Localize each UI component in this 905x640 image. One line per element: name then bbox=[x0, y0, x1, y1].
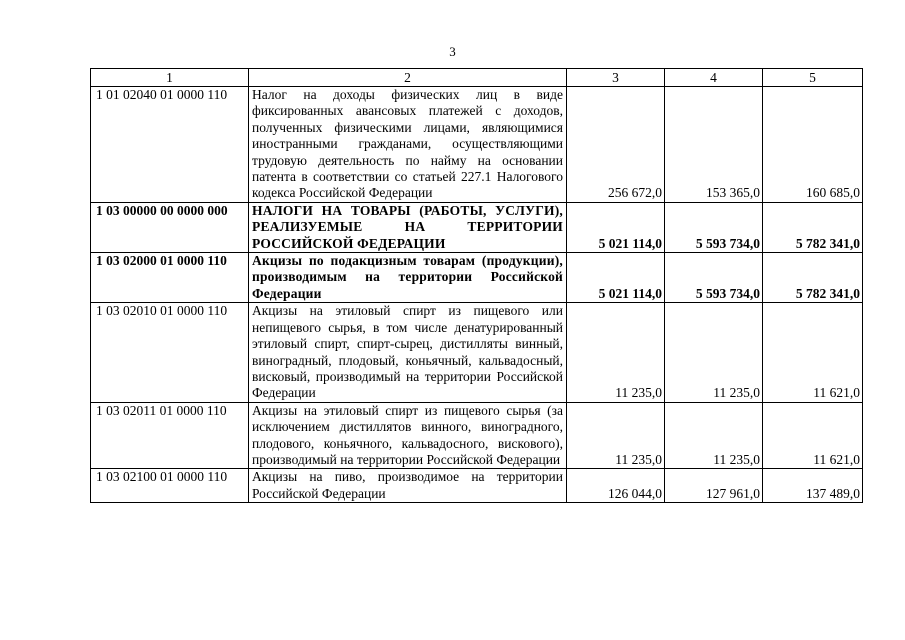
budget-code: 1 03 02000 01 0000 110 bbox=[91, 253, 249, 303]
budget-code: 1 01 02040 01 0000 110 bbox=[91, 87, 249, 203]
table-row bbox=[91, 87, 863, 203]
value-col5: 5 782 341,0 bbox=[763, 202, 863, 252]
value-col4: 153 365,0 bbox=[665, 87, 763, 203]
budget-code: 1 03 02011 01 0000 110 bbox=[91, 402, 249, 469]
value-col4: 11 235,0 bbox=[665, 303, 763, 402]
value-col5: 11 621,0 bbox=[763, 402, 863, 469]
value-col3: 126 044,0 bbox=[567, 469, 665, 503]
column-number: 1 bbox=[91, 69, 249, 87]
table-row bbox=[91, 253, 863, 303]
value-col3: 11 235,0 bbox=[567, 303, 665, 402]
table-row bbox=[91, 202, 863, 252]
value-col4: 11 235,0 bbox=[665, 402, 763, 469]
value-col5: 137 489,0 bbox=[763, 469, 863, 503]
revenue-name: Акцизы по подакцизным товарам (продукции), производимым на территории Российской Федерации bbox=[249, 253, 567, 303]
value-col5: 160 685,0 bbox=[763, 87, 863, 203]
revenue-name: Налог на доходы физических лиц в виде фиксированных авансовых платежей с доходов, полученных физическими лицами, являющимися иностранными гражданами, осуществляющими трудовую деятельность по найму на основании патента в соответствии со статьей 227.1 Налогового кодекса Российской Федерации bbox=[249, 87, 567, 203]
table-row bbox=[91, 402, 863, 469]
value-col3: 5 021 114,0 bbox=[567, 253, 665, 303]
column-number-row bbox=[91, 69, 863, 87]
budget-revenue-table bbox=[90, 68, 863, 503]
value-col4: 5 593 734,0 bbox=[665, 202, 763, 252]
column-number: 5 bbox=[763, 69, 863, 87]
value-col5: 5 782 341,0 bbox=[763, 253, 863, 303]
revenue-name: Акцизы на этиловый спирт из пищевого или непищевого сырья, в том числе денатурированный этиловый спирт, спирт-сырец, дистилляты винный, виноградный, плодовый, коньячный, кальвадосный, висковый, производимый на территории Российской Федерации bbox=[249, 303, 567, 402]
column-number: 4 bbox=[665, 69, 763, 87]
revenue-name: НАЛОГИ НА ТОВАРЫ (РАБОТЫ, УСЛУГИ), РЕАЛИЗУЕМЫЕ НА ТЕРРИТОРИИ РОССИЙСКОЙ ФЕДЕРАЦИИ bbox=[249, 202, 567, 252]
column-number: 3 bbox=[567, 69, 665, 87]
value-col3: 11 235,0 bbox=[567, 402, 665, 469]
value-col4: 5 593 734,0 bbox=[665, 253, 763, 303]
table-row bbox=[91, 469, 863, 503]
revenue-name: Акцизы на пиво, производимое на территории Российской Федерации bbox=[249, 469, 567, 503]
table-row bbox=[91, 303, 863, 402]
value-col4: 127 961,0 bbox=[665, 469, 763, 503]
value-col5: 11 621,0 bbox=[763, 303, 863, 402]
budget-code: 1 03 02010 01 0000 110 bbox=[91, 303, 249, 402]
value-col3: 5 021 114,0 bbox=[567, 202, 665, 252]
budget-code: 1 03 02100 01 0000 110 bbox=[91, 469, 249, 503]
column-number: 2 bbox=[249, 69, 567, 87]
revenue-name: Акцизы на этиловый спирт из пищевого сырья (за исключением дистиллятов винного, виноградного, плодового, коньячного, кальвадосного, вискового), производимый на территории Российской Федерации bbox=[249, 402, 567, 469]
budget-code: 1 03 00000 00 0000 000 bbox=[91, 202, 249, 252]
value-col3: 256 672,0 bbox=[567, 87, 665, 203]
page-number: 3 bbox=[449, 44, 456, 59]
